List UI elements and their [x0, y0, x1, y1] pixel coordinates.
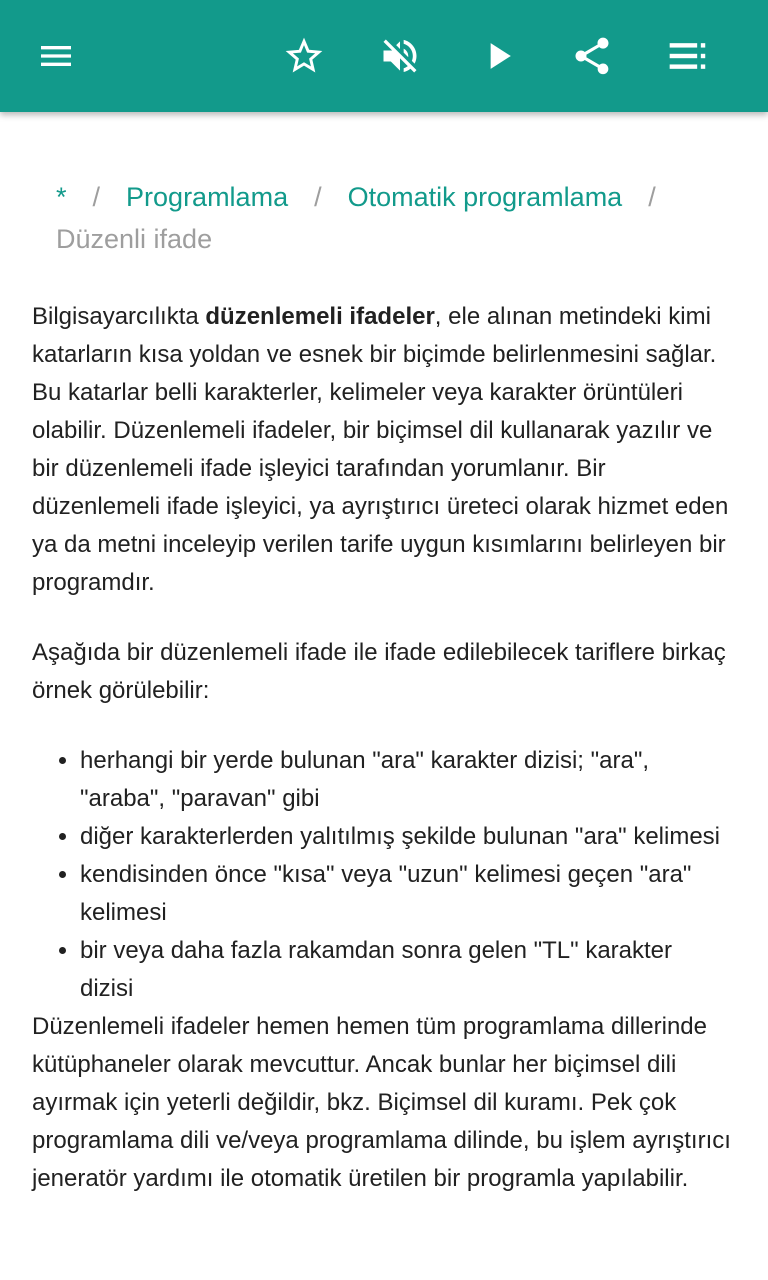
share-button[interactable] [560, 24, 624, 88]
list-item: • herhangi bir yerde bulunan "ara" karakter dizisi; "ara", "araba", "paravan" gibi [80, 742, 732, 818]
contents-button[interactable] [656, 24, 720, 88]
mute-button[interactable] [368, 24, 432, 88]
play-button[interactable] [466, 24, 530, 88]
intro-text-rest: , ele alınan metindeki kimi katarların kısa yoldan ve esnek bir biçimde belirlenmesini sağlar. Bu katarlar belli karakterler, kelimeler veya karakter örüntüleri olabilir. Düzenlemeli ifadeler, bir biçimsel dil kullanarak yazılır ve bir düzenlemeli ifade işleyici tarafından yorumlanır. Bir düzenlemeli ifade işleyici, ya ayrıştırıcı üreteci olarak hizmet eden ya da metni inceleyip verilen tarife uygun kısımlarını belirleyen bir programdır. [32, 303, 729, 596]
intro-text-start: Bilgisayarcılıkta [32, 303, 206, 330]
paragraph-examples-intro: Aşağıda bir düzenlemeli ifade ile ifade edilebilecek tariflere birkaç örnek görülebilir: [32, 639, 726, 704]
list-item: • bir veya daha fazla rakamdan sonra gelen "TL" karakter dizisi [80, 932, 732, 1008]
breadcrumb-separator: / [314, 182, 322, 212]
paragraph-intro [32, 298, 732, 602]
play-icon [476, 34, 520, 78]
breadcrumb-link-programlama[interactable]: Programlama [126, 182, 289, 212]
breadcrumb-root-link[interactable]: * [56, 182, 67, 212]
share-icon [570, 34, 614, 78]
breadcrumb-separator: / [648, 182, 656, 212]
star-outline-icon [282, 34, 326, 78]
breadcrumb [56, 176, 736, 260]
menu-button[interactable] [24, 24, 88, 88]
list-item: • kendisinden önce "kısa" veya "uzun" kelimesi geçen "ara" kelimesi [80, 856, 732, 932]
breadcrumb-link-otomatik-programlama[interactable]: Otomatik programlama [347, 182, 623, 212]
breadcrumb-current: Düzenli ifade [56, 224, 213, 254]
article-body [32, 298, 732, 1198]
menu-icon [36, 36, 76, 76]
examples-list [32, 742, 732, 1008]
bookmark-button[interactable] [272, 24, 336, 88]
playlist-icon [666, 34, 710, 78]
intro-bold-term: düzenlemeli ifadeler [205, 303, 435, 330]
breadcrumb-separator: / [92, 182, 101, 212]
article-content [0, 112, 768, 1280]
app-toolbar [0, 0, 768, 112]
volume-off-icon [378, 34, 422, 78]
paragraph-libraries: Düzenlemeli ifadeler hemen hemen tüm programlama dillerinde kütüphaneler olarak mevcuttur. Ancak bunlar her biçimsel dili ayırmak için yeterli değildir, bkz. Biçimsel dil kuramı. Pek çok programlama dili ve/veya programlama dilinde, bu işlem ayrıştırıcı jeneratör yardımı ile otomatik üretilen bir programla yapılabilir. [32, 1013, 731, 1192]
list-item: • diğer karakterlerden yalıtılmış şekilde bulunan "ara" kelimesi [80, 818, 732, 856]
